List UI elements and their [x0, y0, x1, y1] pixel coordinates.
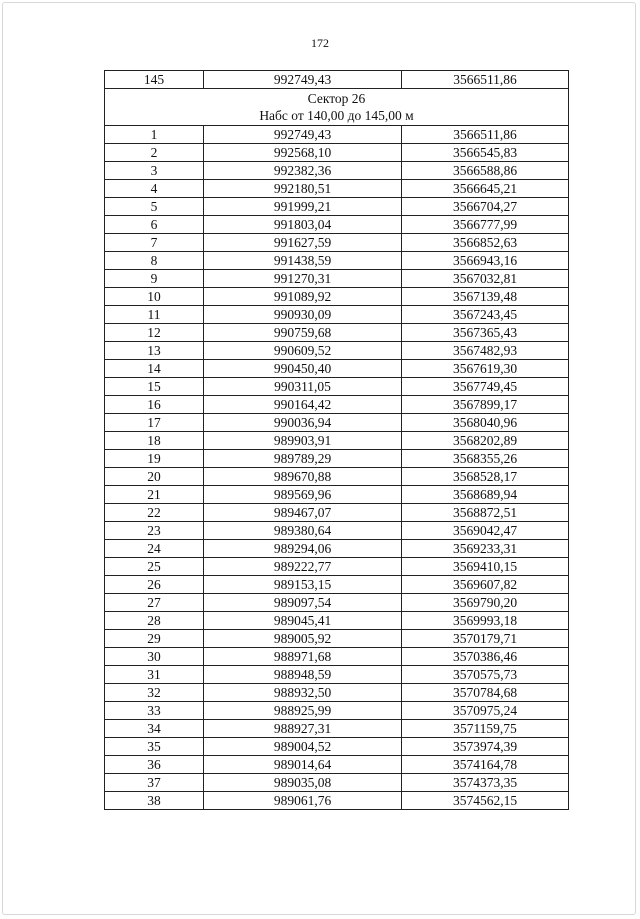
point-number-cell: 26 — [105, 576, 204, 594]
table-row — [105, 252, 569, 270]
y-coordinate-cell: 3574562,15 — [402, 792, 569, 810]
y-coordinate-cell: 3571159,75 — [402, 720, 569, 738]
table-row — [105, 216, 569, 234]
point-number-cell: 3 — [105, 162, 204, 180]
x-coordinate-cell: 990609,52 — [204, 342, 402, 360]
point-number-cell: 5 — [105, 198, 204, 216]
y-coordinate-cell: 3566588,86 — [402, 162, 569, 180]
y-coordinate-cell: 3570386,46 — [402, 648, 569, 666]
x-coordinate-cell: 989467,07 — [204, 504, 402, 522]
x-coordinate-cell: 990930,09 — [204, 306, 402, 324]
x-coordinate-cell: 990759,68 — [204, 324, 402, 342]
x-coordinate-cell: 988971,68 — [204, 648, 402, 666]
x-coordinate-cell: 989670,88 — [204, 468, 402, 486]
y-coordinate-cell: 3566545,83 — [402, 144, 569, 162]
point-number-cell: 29 — [105, 630, 204, 648]
point-number-cell: 30 — [105, 648, 204, 666]
x-coordinate-cell: 989222,77 — [204, 558, 402, 576]
table-row — [105, 198, 569, 216]
table-row — [105, 288, 569, 306]
y-coordinate-cell: 3568202,89 — [402, 432, 569, 450]
y-coordinate-cell: 3570575,73 — [402, 666, 569, 684]
table-row — [105, 666, 569, 684]
y-coordinate-cell: 3567139,48 — [402, 288, 569, 306]
point-number-cell: 36 — [105, 756, 204, 774]
x-coordinate-cell: 989097,54 — [204, 594, 402, 612]
y-coordinate-cell: 3570975,24 — [402, 702, 569, 720]
y-coordinate-cell: 3566943,16 — [402, 252, 569, 270]
point-number-cell: 1 — [105, 126, 204, 144]
x-coordinate-cell: 988925,99 — [204, 702, 402, 720]
table-row — [105, 414, 569, 432]
point-number-cell: 9 — [105, 270, 204, 288]
table-row — [105, 576, 569, 594]
page-number: 172 — [311, 36, 329, 50]
y-coordinate-cell: 3574373,35 — [402, 774, 569, 792]
point-number-cell: 145 — [105, 71, 204, 89]
table-row — [105, 468, 569, 486]
y-coordinate-cell: 3567749,45 — [402, 378, 569, 396]
point-number-cell: 14 — [105, 360, 204, 378]
table-row — [105, 450, 569, 468]
y-coordinate-cell: 3570784,68 — [402, 684, 569, 702]
table-row — [105, 792, 569, 810]
table-row — [105, 270, 569, 288]
y-coordinate-cell: 3567482,93 — [402, 342, 569, 360]
point-number-cell: 37 — [105, 774, 204, 792]
x-coordinate-cell: 992749,43 — [204, 71, 402, 89]
table-row — [105, 324, 569, 342]
x-coordinate-cell: 990036,94 — [204, 414, 402, 432]
y-coordinate-cell: 3569790,20 — [402, 594, 569, 612]
point-number-cell: 2 — [105, 144, 204, 162]
y-coordinate-cell: 3574164,78 — [402, 756, 569, 774]
y-coordinate-cell: 3567243,45 — [402, 306, 569, 324]
point-number-cell: 33 — [105, 702, 204, 720]
y-coordinate-cell: 3566852,63 — [402, 234, 569, 252]
point-number-cell: 28 — [105, 612, 204, 630]
x-coordinate-cell: 989903,91 — [204, 432, 402, 450]
table-row — [105, 738, 569, 756]
point-number-cell: 11 — [105, 306, 204, 324]
table-row — [105, 540, 569, 558]
x-coordinate-cell: 989014,64 — [204, 756, 402, 774]
table-row — [105, 630, 569, 648]
table-row — [105, 378, 569, 396]
y-coordinate-cell: 3566511,86 — [402, 126, 569, 144]
table-row — [105, 504, 569, 522]
table-row — [105, 126, 569, 144]
x-coordinate-cell: 990164,42 — [204, 396, 402, 414]
table-row-previous — [105, 71, 569, 89]
point-number-cell: 19 — [105, 450, 204, 468]
point-number-cell: 24 — [105, 540, 204, 558]
coordinates-table — [104, 70, 569, 810]
y-coordinate-cell: 3568689,94 — [402, 486, 569, 504]
x-coordinate-cell: 990311,05 — [204, 378, 402, 396]
table-row — [105, 522, 569, 540]
x-coordinate-cell: 991089,92 — [204, 288, 402, 306]
point-number-cell: 23 — [105, 522, 204, 540]
point-number-cell: 12 — [105, 324, 204, 342]
table-row — [105, 144, 569, 162]
point-number-cell: 17 — [105, 414, 204, 432]
point-number-cell: 15 — [105, 378, 204, 396]
x-coordinate-cell: 989035,08 — [204, 774, 402, 792]
x-coordinate-cell: 989569,96 — [204, 486, 402, 504]
point-number-cell: 4 — [105, 180, 204, 198]
x-coordinate-cell: 989061,76 — [204, 792, 402, 810]
y-coordinate-cell: 3567899,17 — [402, 396, 569, 414]
x-coordinate-cell: 991627,59 — [204, 234, 402, 252]
table-row — [105, 162, 569, 180]
point-number-cell: 7 — [105, 234, 204, 252]
y-coordinate-cell: 3570179,71 — [402, 630, 569, 648]
x-coordinate-cell: 989294,06 — [204, 540, 402, 558]
x-coordinate-cell: 989380,64 — [204, 522, 402, 540]
table-row — [105, 558, 569, 576]
x-coordinate-cell: 992749,43 — [204, 126, 402, 144]
table-row — [105, 594, 569, 612]
y-coordinate-cell: 3568355,26 — [402, 450, 569, 468]
table-row — [105, 432, 569, 450]
sector-header-row — [105, 89, 569, 126]
x-coordinate-cell: 992382,36 — [204, 162, 402, 180]
y-coordinate-cell: 3569993,18 — [402, 612, 569, 630]
table-row — [105, 702, 569, 720]
point-number-cell: 31 — [105, 666, 204, 684]
point-number-cell: 13 — [105, 342, 204, 360]
y-coordinate-cell: 3569607,82 — [402, 576, 569, 594]
y-coordinate-cell: 3569042,47 — [402, 522, 569, 540]
table-row — [105, 306, 569, 324]
x-coordinate-cell: 989789,29 — [204, 450, 402, 468]
y-coordinate-cell: 3568872,51 — [402, 504, 569, 522]
x-coordinate-cell: 989004,52 — [204, 738, 402, 756]
y-coordinate-cell: 3569233,31 — [402, 540, 569, 558]
point-number-cell: 10 — [105, 288, 204, 306]
point-number-cell: 38 — [105, 792, 204, 810]
y-coordinate-cell: 3567365,43 — [402, 324, 569, 342]
y-coordinate-cell: 3566511,86 — [402, 71, 569, 89]
x-coordinate-cell: 988948,59 — [204, 666, 402, 684]
point-number-cell: 25 — [105, 558, 204, 576]
point-number-cell: 20 — [105, 468, 204, 486]
x-coordinate-cell: 992568,10 — [204, 144, 402, 162]
point-number-cell: 6 — [105, 216, 204, 234]
x-coordinate-cell: 988927,31 — [204, 720, 402, 738]
table-row — [105, 360, 569, 378]
y-coordinate-cell: 3567619,30 — [402, 360, 569, 378]
point-number-cell: 18 — [105, 432, 204, 450]
x-coordinate-cell: 988932,50 — [204, 684, 402, 702]
table-row — [105, 342, 569, 360]
y-coordinate-cell: 3573974,39 — [402, 738, 569, 756]
table-row — [105, 756, 569, 774]
point-number-cell: 16 — [105, 396, 204, 414]
coordinates-table-body — [105, 71, 569, 810]
y-coordinate-cell: 3566704,27 — [402, 198, 569, 216]
x-coordinate-cell: 989045,41 — [204, 612, 402, 630]
table-row — [105, 648, 569, 666]
x-coordinate-cell: 989153,15 — [204, 576, 402, 594]
sector-title: Сектор 26 — [307, 91, 366, 106]
point-number-cell: 32 — [105, 684, 204, 702]
table-row — [105, 396, 569, 414]
sector-subtitle: Набс от 140,00 до 145,00 м — [259, 108, 414, 123]
x-coordinate-cell: 989005,92 — [204, 630, 402, 648]
y-coordinate-cell: 3567032,81 — [402, 270, 569, 288]
table-row — [105, 720, 569, 738]
x-coordinate-cell: 992180,51 — [204, 180, 402, 198]
table-row — [105, 684, 569, 702]
point-number-cell: 21 — [105, 486, 204, 504]
x-coordinate-cell: 991999,21 — [204, 198, 402, 216]
y-coordinate-cell: 3566777,99 — [402, 216, 569, 234]
point-number-cell: 8 — [105, 252, 204, 270]
table-row — [105, 180, 569, 198]
table-row — [105, 612, 569, 630]
point-number-cell: 35 — [105, 738, 204, 756]
x-coordinate-cell: 991270,31 — [204, 270, 402, 288]
y-coordinate-cell: 3568040,96 — [402, 414, 569, 432]
table-row — [105, 774, 569, 792]
sector-header-cell — [105, 89, 569, 126]
x-coordinate-cell: 991803,04 — [204, 216, 402, 234]
table-row — [105, 234, 569, 252]
y-coordinate-cell: 3566645,21 — [402, 180, 569, 198]
point-number-cell: 34 — [105, 720, 204, 738]
point-number-cell: 27 — [105, 594, 204, 612]
y-coordinate-cell: 3569410,15 — [402, 558, 569, 576]
point-number-cell: 22 — [105, 504, 204, 522]
x-coordinate-cell: 991438,59 — [204, 252, 402, 270]
table-row — [105, 486, 569, 504]
y-coordinate-cell: 3568528,17 — [402, 468, 569, 486]
x-coordinate-cell: 990450,40 — [204, 360, 402, 378]
